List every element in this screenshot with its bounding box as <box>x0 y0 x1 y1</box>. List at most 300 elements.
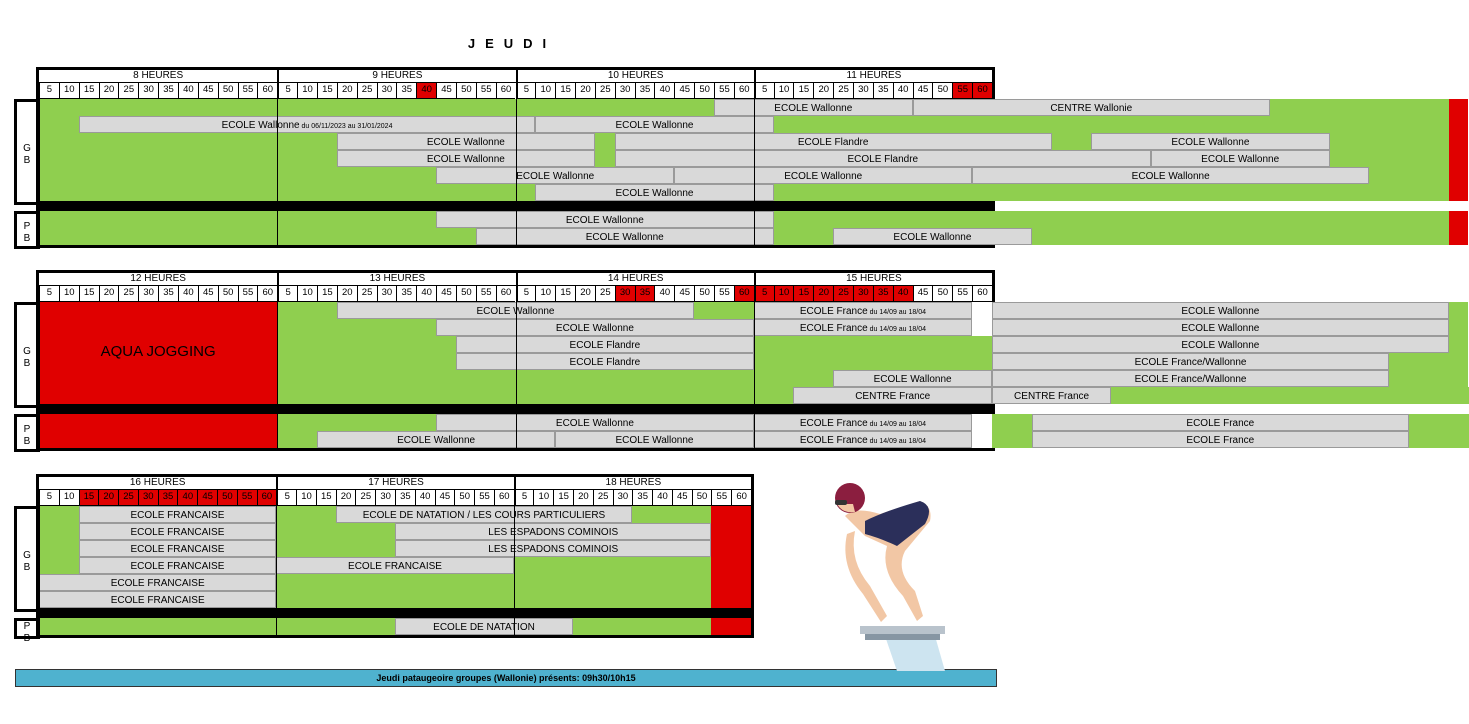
minute-tick: 40 <box>178 83 198 99</box>
minute-tick: 35 <box>873 83 893 99</box>
hour-header: 17 HEURES <box>276 477 513 490</box>
minute-tick: 55 <box>952 286 972 302</box>
gb-slot <box>395 523 711 540</box>
minute-tick: 60 <box>496 83 516 99</box>
minute-tick: 60 <box>257 490 277 506</box>
hour-header: 15 HEURES <box>754 273 992 286</box>
hour-header: 12 HEURES <box>39 273 277 286</box>
pb-slot <box>277 414 436 431</box>
pb-slot <box>774 228 834 245</box>
slot-label: ECOLE Wallonne <box>893 232 972 243</box>
minute-tick: 10 <box>535 286 555 302</box>
slot-label: ECOLE France/Wallonne <box>1134 374 1247 385</box>
minute-tick: 10 <box>533 490 553 506</box>
minute-tick: 30 <box>138 286 158 302</box>
pb-slot <box>436 211 774 228</box>
minute-tick: 60 <box>734 286 754 302</box>
gb-slot <box>456 353 754 370</box>
slot-label: ECOLE Wallonne <box>426 137 505 148</box>
minute-tick: 15 <box>79 83 99 99</box>
slot-dates: du 14/09 au 18/04 <box>867 309 927 316</box>
slot-label: ECOLE FRANCAISE <box>130 561 225 572</box>
closed-slot <box>1449 211 1469 245</box>
slot-label: ECOLE Wallonne <box>615 120 694 131</box>
gb-slot <box>711 591 751 608</box>
gb-slot <box>39 557 79 574</box>
gb-slot <box>1330 150 1449 167</box>
gb-slot <box>277 387 793 404</box>
minute-tick: 10 <box>59 286 79 302</box>
gb-slot <box>711 506 751 523</box>
gb-slot <box>711 574 751 591</box>
pb-slot <box>774 211 1449 228</box>
schedule-block <box>36 270 1260 451</box>
gb-slot <box>674 167 972 184</box>
gb-slot <box>992 353 1389 370</box>
minute-tick: 25 <box>593 490 613 506</box>
minute-tick: 50 <box>694 83 714 99</box>
minute-tick: 25 <box>118 286 138 302</box>
gb-slot <box>395 540 711 557</box>
hour-header: 16 HEURES <box>39 477 276 490</box>
pb-slot <box>754 431 972 448</box>
pb-slot <box>39 211 436 228</box>
minute-tick: 20 <box>813 286 833 302</box>
minute-tick: 60 <box>972 286 992 302</box>
minute-tick: 55 <box>714 83 734 99</box>
gb-slot <box>774 116 1449 133</box>
gb-slot <box>1091 133 1329 150</box>
gb-slot <box>535 184 773 201</box>
hour-separator <box>754 99 755 245</box>
gb-slot <box>39 540 79 557</box>
slot-label: ECOLE Wallonne <box>873 374 952 385</box>
gb-slot <box>1449 319 1469 336</box>
minute-tick: 20 <box>575 83 595 99</box>
pb-slot <box>711 618 751 635</box>
minute-tick: 15 <box>555 286 575 302</box>
minute-tick: 20 <box>575 286 595 302</box>
minute-tick: 10 <box>297 83 317 99</box>
pb-slot <box>1409 414 1469 431</box>
minute-tick: 35 <box>635 83 655 99</box>
gb-slot <box>793 387 992 404</box>
gb-slot <box>337 150 595 167</box>
gb-slot <box>1111 387 1468 404</box>
gb-slot <box>337 133 595 150</box>
minute-tick: 15 <box>316 490 336 506</box>
slot-label: CENTRE France <box>1014 391 1090 402</box>
gb-slot <box>39 523 79 540</box>
gb-slot <box>992 387 1111 404</box>
gb-slot <box>711 540 751 557</box>
lane-label: P B <box>14 414 40 452</box>
minute-tick: 50 <box>456 83 476 99</box>
minute-tick: 55 <box>476 286 496 302</box>
minute-tick: 30 <box>377 83 397 99</box>
minute-tick: 40 <box>416 286 436 302</box>
gb-slot <box>436 167 674 184</box>
slot-label: ECOLE DE NATATION / LES COURS PARTICULIERS <box>362 510 606 521</box>
minute-tick: 45 <box>674 83 694 99</box>
lane-label: G B <box>14 302 40 408</box>
minute-tick: 40 <box>654 286 674 302</box>
slot-label: ECOLE FRANCAISE <box>130 527 225 538</box>
minute-tick: 60 <box>972 83 992 99</box>
minute-tick: 30 <box>138 490 158 506</box>
slot-label: ECOLE Flandre <box>569 340 641 351</box>
minute-tick: 50 <box>217 490 237 506</box>
gb-slot <box>972 167 1369 184</box>
minute-tick: 10 <box>774 286 794 302</box>
hour-separator <box>754 302 755 448</box>
gb-slot <box>1330 133 1449 150</box>
closed-slot <box>1449 99 1469 201</box>
minute-tick: 30 <box>853 83 873 99</box>
pb-slot <box>395 618 573 635</box>
minute-tick: 5 <box>754 83 774 99</box>
slot-label: ECOLE Wallonne <box>615 435 694 446</box>
hour-header: 14 HEURES <box>516 273 754 286</box>
gb-slot <box>833 370 992 387</box>
minute-tick: 45 <box>436 286 456 302</box>
slot-label: ECOLE Wallonne <box>516 171 595 182</box>
minute-tick: 10 <box>59 490 79 506</box>
minute-tick: 5 <box>277 83 297 99</box>
slot-label: ECOLE Wallonne <box>784 171 863 182</box>
minute-tick: 10 <box>535 83 555 99</box>
slot-label: ECOLE Wallonne <box>476 306 555 317</box>
gb-slot <box>1449 302 1469 319</box>
gb-slot <box>711 523 751 540</box>
gb-slot <box>79 557 277 574</box>
slot-label: ECOLE DE NATATION <box>433 622 535 633</box>
minute-tick: 50 <box>932 286 952 302</box>
minute-tick: 20 <box>98 490 118 506</box>
pb-slot <box>1409 431 1469 448</box>
slot-label: ECOLE Wallonne <box>1201 154 1280 165</box>
minute-tick: 20 <box>813 83 833 99</box>
gb-slot <box>79 523 277 540</box>
pb-slot <box>555 431 754 448</box>
gb-slot <box>39 116 79 133</box>
minute-tick: 15 <box>79 490 99 506</box>
pb-slot <box>1032 228 1449 245</box>
minute-tick: 25 <box>595 83 615 99</box>
gb-slot <box>276 574 711 591</box>
slot-label: CENTRE France <box>855 391 931 402</box>
minute-tick: 5 <box>516 286 536 302</box>
minute-tick: 20 <box>337 83 357 99</box>
footer-note: Jeudi pataugeoire groupes (Wallonie) présents: 09h30/10h15 <box>15 669 997 687</box>
gb-slot <box>694 302 754 319</box>
minute-tick: 25 <box>118 490 138 506</box>
gb-slot <box>1270 99 1449 116</box>
slot-label: ECOLE Wallonne <box>1131 171 1210 182</box>
minute-tick: 15 <box>317 286 337 302</box>
slot-label: ECOLE Flandre <box>797 137 869 148</box>
slot-label: ECOLE FRANCAISE <box>130 510 225 521</box>
minute-tick: 45 <box>913 286 933 302</box>
minute-tick: 50 <box>692 490 712 506</box>
gb-slot <box>79 506 277 523</box>
gb-slot <box>992 302 1449 319</box>
minute-tick: 35 <box>873 286 893 302</box>
minute-tick: 35 <box>632 490 652 506</box>
minute-tick: 15 <box>317 83 337 99</box>
schedule-block <box>36 474 754 638</box>
slot-label: ECOLE Wallonne <box>565 215 644 226</box>
minute-tick: 40 <box>893 83 913 99</box>
hour-header: 11 HEURES <box>754 70 992 83</box>
gb-slot <box>1369 167 1448 184</box>
minute-tick: 45 <box>674 286 694 302</box>
gb-slot <box>276 506 335 523</box>
minute-tick: 50 <box>456 286 476 302</box>
gb-slot <box>632 506 711 523</box>
gb-slot <box>39 591 276 608</box>
hour-separator <box>516 99 517 245</box>
hour-header: 9 HEURES <box>277 70 515 83</box>
pb-slot <box>39 618 395 635</box>
pb-slot <box>754 414 972 431</box>
minute-tick: 30 <box>613 490 633 506</box>
minute-tick: 5 <box>39 83 59 99</box>
minute-tick: 45 <box>672 490 692 506</box>
slot-label: ECOLE Wallonne <box>774 103 853 114</box>
minute-tick: 10 <box>297 286 317 302</box>
slot-label: ECOLE FRANCAISE <box>348 561 442 572</box>
hour-header: 10 HEURES <box>516 70 754 83</box>
minute-tick: 35 <box>635 286 655 302</box>
gb-slot <box>276 557 513 574</box>
gb-slot <box>1151 150 1330 167</box>
minute-tick: 5 <box>276 490 296 506</box>
minute-tick: 50 <box>694 286 714 302</box>
slot-label: ECOLE Flandre <box>847 154 919 165</box>
minute-tick: 35 <box>158 286 178 302</box>
pb-slot <box>1032 431 1409 448</box>
hour-header: 13 HEURES <box>277 273 515 286</box>
gb-slot <box>992 336 1449 353</box>
minute-tick: 10 <box>774 83 794 99</box>
gb-slot <box>615 150 1151 167</box>
slot-label: ECOLE France <box>799 418 868 429</box>
minute-tick: 30 <box>138 83 158 99</box>
minute-tick: 60 <box>257 286 277 302</box>
pb-slot <box>317 431 555 448</box>
hour-header: 18 HEURES <box>514 477 751 490</box>
minute-tick: 30 <box>853 286 873 302</box>
minute-tick: 45 <box>913 83 933 99</box>
slot-label: CENTRE Wallonie <box>1050 103 1133 114</box>
minute-tick: 60 <box>257 83 277 99</box>
gb-slot <box>277 319 436 336</box>
minute-tick: 35 <box>396 286 416 302</box>
slot-label: ECOLE Wallonne <box>1181 340 1260 351</box>
gb-slot <box>436 319 754 336</box>
gb-slot <box>39 150 337 167</box>
minute-tick: 30 <box>375 490 395 506</box>
minute-tick: 5 <box>39 490 59 506</box>
minute-tick: 25 <box>833 286 853 302</box>
gb-slot <box>774 184 1449 201</box>
minute-tick: 10 <box>296 490 316 506</box>
minute-tick: 55 <box>474 490 494 506</box>
minute-tick: 35 <box>395 490 415 506</box>
slot-label: ECOLE FRANCAISE <box>110 595 205 606</box>
pb-slot <box>833 228 1032 245</box>
minute-tick: 55 <box>476 83 496 99</box>
lane-label: G B <box>14 506 40 612</box>
pb-slot <box>39 431 277 448</box>
hour-header: 8 HEURES <box>39 70 277 83</box>
hour-separator <box>277 302 278 448</box>
pb-slot <box>992 431 1032 448</box>
minute-tick: 25 <box>355 490 375 506</box>
slot-label: ECOLE Flandre <box>569 357 641 368</box>
gb-slot <box>754 353 992 370</box>
minute-tick: 55 <box>711 490 731 506</box>
minute-tick: 35 <box>158 490 178 506</box>
slot-label: ECOLE France <box>799 306 868 317</box>
slot-label: ECOLE France/Wallonne <box>1134 357 1247 368</box>
minute-tick: 60 <box>494 490 514 506</box>
gb-slot <box>714 99 913 116</box>
gb-slot <box>1052 133 1092 150</box>
minute-tick: 50 <box>932 83 952 99</box>
minute-tick: 40 <box>416 83 436 99</box>
minute-tick: 35 <box>396 83 416 99</box>
gb-slot <box>711 557 751 574</box>
hour-separator <box>277 99 278 245</box>
minute-tick: 5 <box>516 83 536 99</box>
slot-label: ECOLE Wallonne <box>1171 137 1250 148</box>
minute-tick: 35 <box>158 83 178 99</box>
gb-slot <box>39 506 79 523</box>
gb-slot <box>456 336 754 353</box>
gb-slot <box>39 99 714 116</box>
slot-label: LES ESPADONS COMINOIS <box>488 527 619 538</box>
gb-slot <box>277 370 833 387</box>
slot-label: ECOLE Wallonne <box>615 188 694 199</box>
minute-tick: 15 <box>553 490 573 506</box>
gb-slot <box>276 591 711 608</box>
minute-tick: 40 <box>893 286 913 302</box>
swimmer-illustration <box>825 476 950 671</box>
gb-slot <box>276 540 395 557</box>
pb-slot <box>39 414 277 431</box>
minute-tick: 55 <box>714 286 734 302</box>
minute-tick: 25 <box>833 83 853 99</box>
minute-tick: 40 <box>652 490 672 506</box>
pb-slot <box>277 431 317 448</box>
slot-label: ECOLE France <box>799 435 868 446</box>
minute-tick: 60 <box>731 490 751 506</box>
lane-label: P B <box>14 618 40 639</box>
pb-slot <box>1032 414 1409 431</box>
minute-tick: 20 <box>99 83 119 99</box>
minute-tick: 55 <box>238 286 258 302</box>
slot-dates: du 14/09 au 18/04 <box>867 438 927 445</box>
gb-slot <box>595 133 615 150</box>
lane-label: G B <box>14 99 40 205</box>
schedule-block <box>36 67 1280 248</box>
gb-slot <box>754 319 972 336</box>
minute-tick: 50 <box>218 286 238 302</box>
slot-label: ECOLE Wallonne <box>555 418 634 429</box>
slot-dates: du 14/09 au 18/04 <box>867 326 927 333</box>
minute-tick: 30 <box>615 286 635 302</box>
minute-tick: 5 <box>514 490 534 506</box>
minute-tick: 20 <box>99 286 119 302</box>
minute-tick: 60 <box>734 83 754 99</box>
slot-label: ECOLE FRANCAISE <box>110 578 205 589</box>
pb-slot <box>573 618 711 635</box>
minute-tick: 40 <box>415 490 435 506</box>
minute-tick: 45 <box>436 83 456 99</box>
pb-slot <box>436 414 754 431</box>
minute-tick: 25 <box>595 286 615 302</box>
pb-slot <box>992 414 1032 431</box>
gb-slot <box>79 540 277 557</box>
gb-slot <box>992 370 1389 387</box>
minute-tick: 55 <box>237 490 257 506</box>
gb-slot <box>277 302 337 319</box>
minute-tick: 20 <box>336 490 356 506</box>
gb-slot <box>754 336 992 353</box>
minute-tick: 50 <box>454 490 474 506</box>
minute-tick: 45 <box>198 83 218 99</box>
minute-tick: 20 <box>573 490 593 506</box>
gb-slot <box>39 184 535 201</box>
minute-tick: 25 <box>118 83 138 99</box>
minute-tick: 55 <box>238 83 258 99</box>
gb-slot <box>595 150 615 167</box>
minute-tick: 40 <box>178 286 198 302</box>
gb-slot <box>39 133 337 150</box>
gb-slot <box>1449 336 1469 353</box>
minute-tick: 10 <box>59 83 79 99</box>
minute-tick: 45 <box>435 490 455 506</box>
gb-slot <box>992 319 1449 336</box>
gb-slot <box>754 302 972 319</box>
gb-slot <box>39 574 276 591</box>
minute-tick: 5 <box>39 286 59 302</box>
minute-tick: 45 <box>198 286 218 302</box>
gb-slot <box>39 167 436 184</box>
minute-tick: 40 <box>177 490 197 506</box>
slot-label: ECOLE Wallonne <box>555 323 634 334</box>
gb-slot <box>615 133 1052 150</box>
slot-label: ECOLE Wallonne <box>1181 306 1260 317</box>
minute-tick: 5 <box>754 286 774 302</box>
minute-tick: 40 <box>654 83 674 99</box>
minute-tick: 45 <box>197 490 217 506</box>
gb-slot <box>1389 353 1468 370</box>
hour-separator <box>276 506 277 635</box>
aqua-jogging-slot: AQUA JOGGING <box>39 302 277 404</box>
minute-tick: 15 <box>793 286 813 302</box>
slot-label: ECOLE Wallonne <box>426 154 505 165</box>
gb-slot <box>277 336 456 353</box>
minute-tick: 30 <box>615 83 635 99</box>
minute-tick: 15 <box>793 83 813 99</box>
gb-slot <box>514 557 712 574</box>
minute-tick: 25 <box>357 286 377 302</box>
section-divider <box>39 608 751 618</box>
slot-dates: du 14/09 au 18/04 <box>867 421 927 428</box>
